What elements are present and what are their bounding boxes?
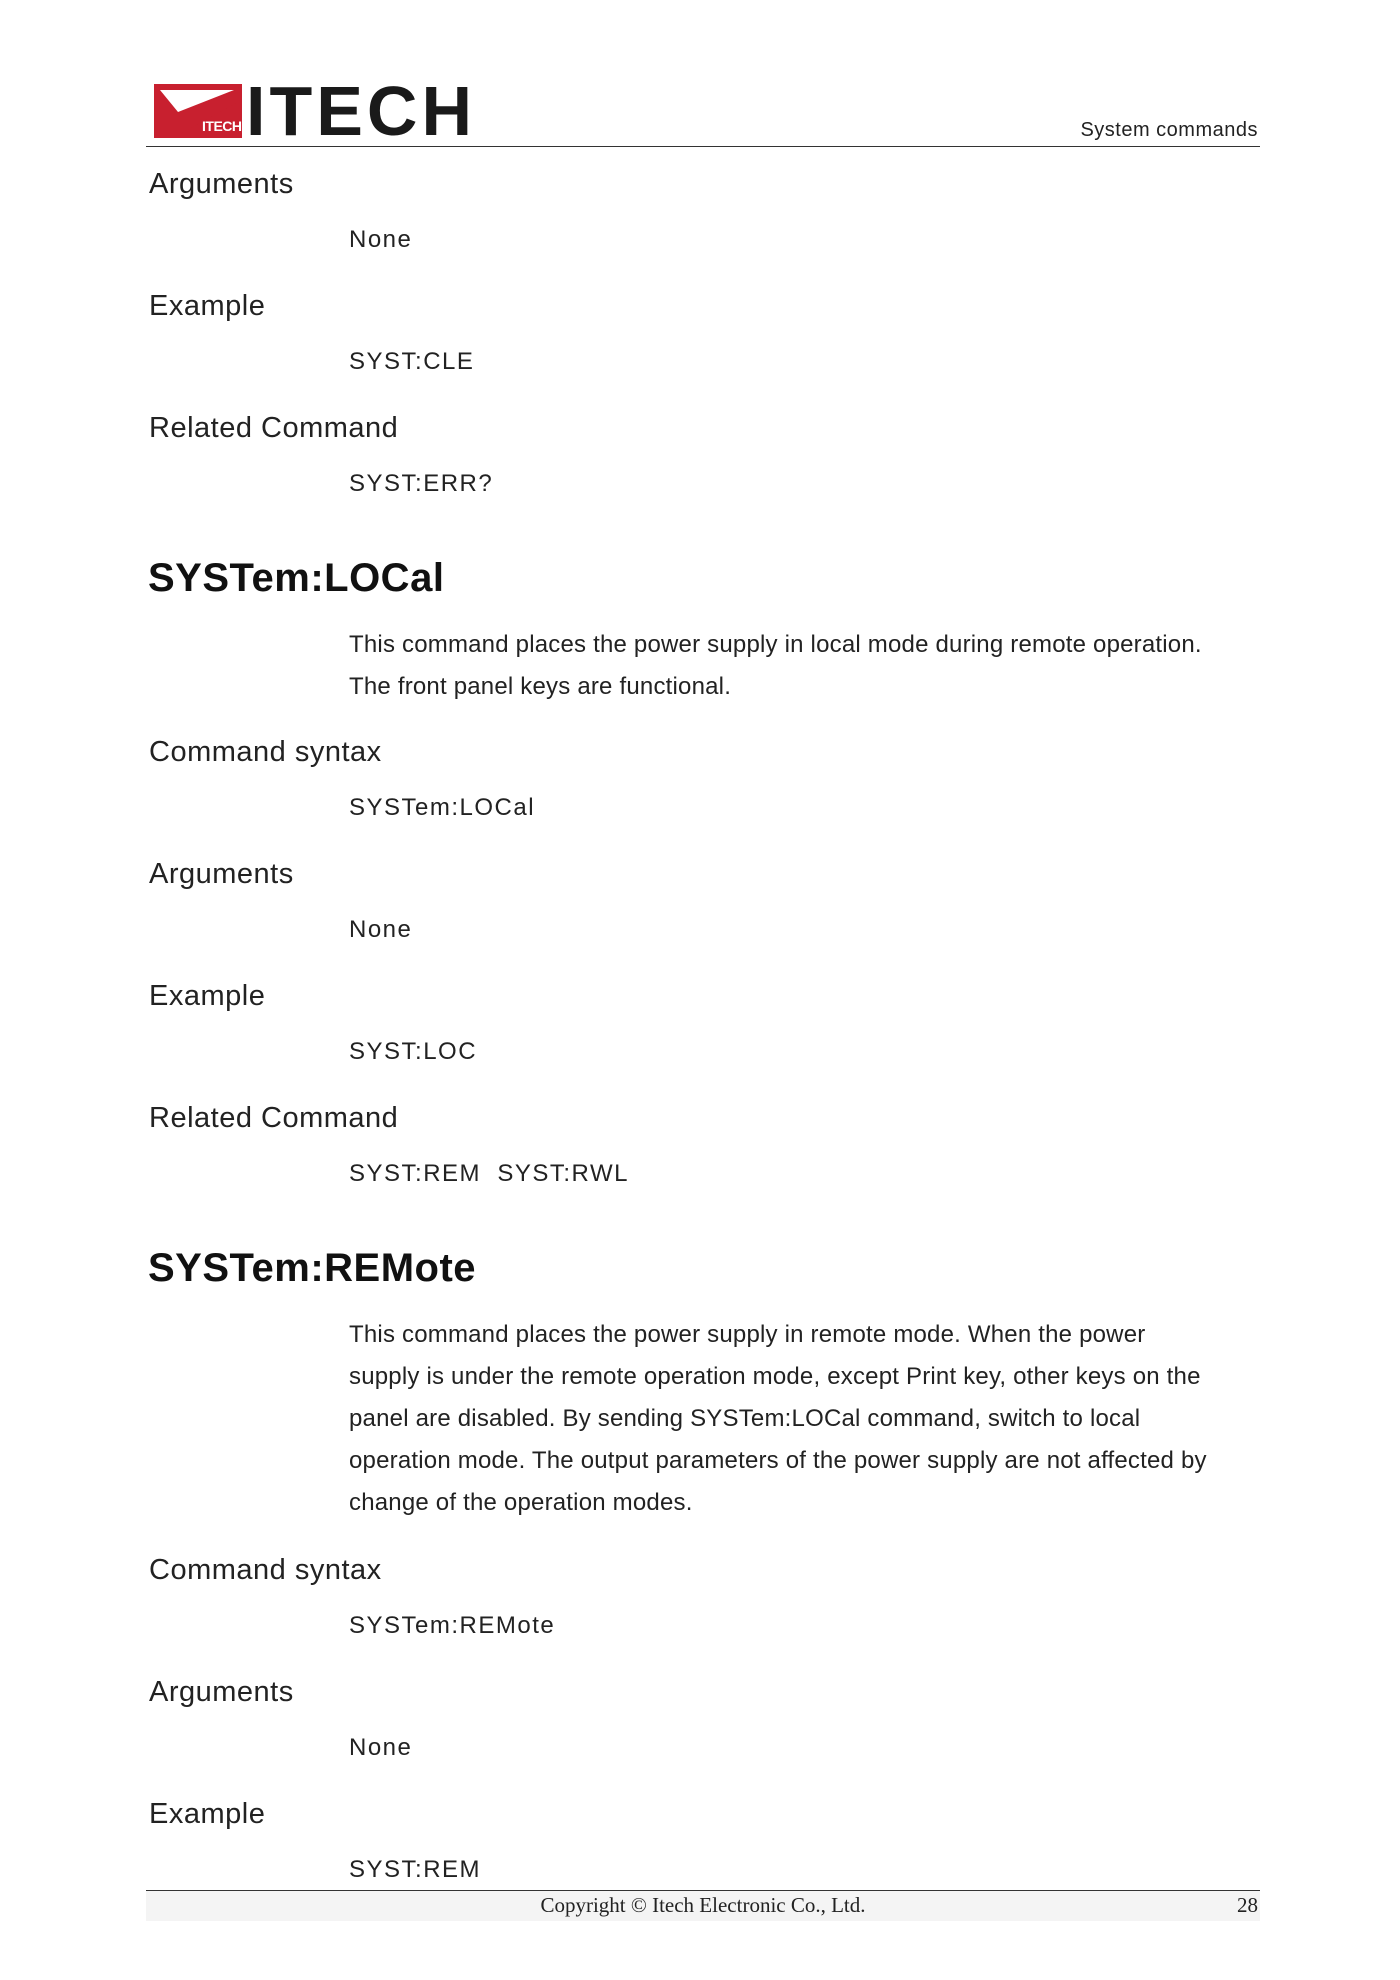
itech-logo <box>154 72 476 150</box>
arguments-heading: Arguments <box>149 1676 294 1708</box>
command-syntax-value: SYSTem:LOCal <box>349 794 536 821</box>
description-line: supply is under the remote operation mode, except Print key, other keys on the <box>349 1363 1201 1390</box>
page-footer <box>146 1890 1260 1921</box>
command-title-local: SYSTem:LOCal <box>148 556 445 600</box>
related-command-value: SYST:ERR? <box>349 470 494 497</box>
command-title-remote: SYSTem:REMote <box>148 1246 477 1290</box>
arguments-heading: Arguments <box>149 858 294 890</box>
logo-wordmark: ITECH <box>246 72 476 150</box>
example-heading: Example <box>149 1798 266 1830</box>
example-value: SYST:REM <box>349 1856 482 1883</box>
arguments-value: None <box>349 226 413 253</box>
example-value: SYST:CLE <box>349 348 475 375</box>
command-syntax-heading: Command syntax <box>149 736 382 768</box>
description-line: change of the operation modes. <box>349 1489 693 1516</box>
description-line: The front panel keys are functional. <box>349 673 732 700</box>
logo-mark-text: ITECH <box>202 118 242 134</box>
related-command-heading: Related Command <box>149 1102 399 1134</box>
related-command-value: SYST:REM SYST:RWL <box>349 1160 629 1187</box>
command-description-remote <box>349 1314 1261 1524</box>
example-heading: Example <box>149 980 266 1012</box>
related-command-heading: Related Command <box>149 412 399 444</box>
description-line: operation mode. The output parameters of the power supply are not affected by <box>349 1447 1207 1474</box>
description-line: This command places the power supply in remote mode. When the power <box>349 1321 1146 1348</box>
arguments-heading: Arguments <box>149 168 294 200</box>
description-line: This command places the power supply in local mode during remote operation. <box>349 631 1202 658</box>
section-title: System commands <box>1080 119 1258 141</box>
command-syntax-value: SYSTem:REMote <box>349 1612 556 1639</box>
arguments-value: None <box>349 1734 413 1761</box>
example-heading: Example <box>149 290 266 322</box>
command-description-local <box>349 624 1261 708</box>
arguments-value: None <box>349 916 413 943</box>
example-value: SYST:LOC <box>349 1038 478 1065</box>
description-line: panel are disabled. By sending SYSTem:LOCal command, switch to local <box>349 1405 1141 1432</box>
page-number: 28 <box>1237 1893 1258 1917</box>
command-syntax-heading: Command syntax <box>149 1554 382 1586</box>
page-header <box>146 72 1260 150</box>
copyright-text: Copyright © Itech Electronic Co., Ltd. <box>540 1893 866 1917</box>
